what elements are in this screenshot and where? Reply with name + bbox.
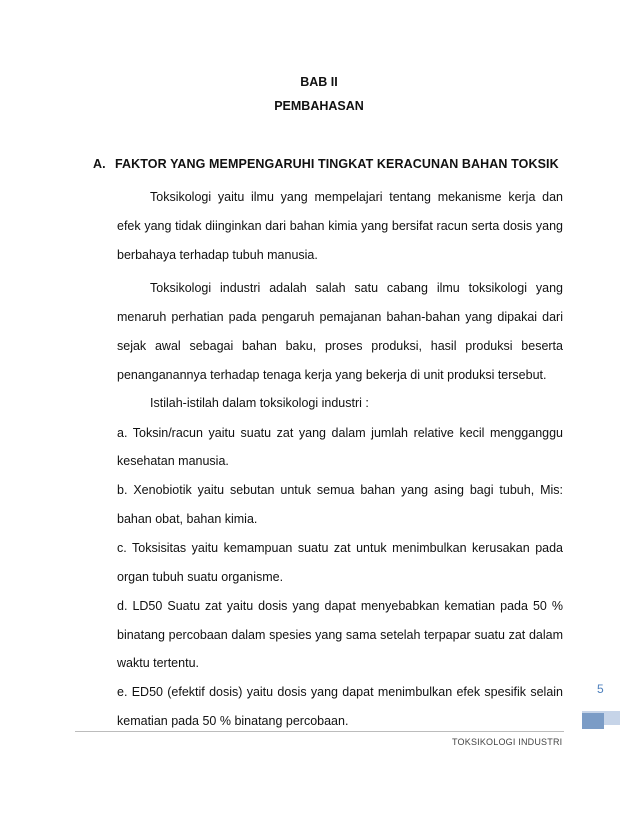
list-item-line: kesehatan manusia. xyxy=(117,454,229,468)
paragraph-line: menaruh perhatian pada pengaruh pemajanan bahan-bahan yang dipakai dari xyxy=(117,310,563,324)
list-item-line: a. Toksin/racun yaitu suatu zat yang dalam jumlah relative kecil mengganggu xyxy=(117,426,563,440)
chapter-title: PEMBAHASAN xyxy=(274,99,364,113)
section-title: FAKTOR YANG MEMPENGARUHI TINGKAT KERACUNAN BAHAN TOKSIK xyxy=(115,157,559,171)
paragraph-line: berbahaya terhadap tubuh manusia. xyxy=(117,248,318,262)
paragraph-line: Toksikologi yaitu ilmu yang mempelajari tentang mekanisme kerja dan xyxy=(150,190,563,204)
paragraph-line: Istilah-istilah dalam toksikologi industri : xyxy=(150,396,369,410)
page-number: 5 xyxy=(597,682,604,696)
page-corner-decoration-dark xyxy=(582,713,604,729)
list-item-line: e. ED50 (efektif dosis) yaitu dosis yang dapat menimbulkan efek spesifik selain xyxy=(117,685,563,699)
paragraph-line: efek yang tidak diinginkan dari bahan kimia yang bersifat racun serta dosis yang xyxy=(117,219,563,233)
section-heading xyxy=(93,157,559,171)
list-item-line: b. Xenobiotik yaitu sebutan untuk semua bahan yang asing bagi tubuh, Mis: xyxy=(117,483,563,497)
list-item-line: c. Toksisitas yaitu kemampuan suatu zat untuk menimbulkan kerusakan pada xyxy=(117,541,563,555)
list-item-line: d. LD50 Suatu zat yaitu dosis yang dapat menyebabkan kematian pada 50 % xyxy=(117,599,563,613)
footer-divider xyxy=(75,731,564,732)
list-item-line: binatang percobaan dalam spesies yang sama setelah terpapar suatu zat dalam xyxy=(117,628,563,642)
list-item-line: organ tubuh suatu organisme. xyxy=(117,570,284,584)
paragraph-line: sejak awal sebagai bahan baku, proses produksi, hasil produksi beserta xyxy=(117,339,563,353)
list-item-line: bahan obat, bahan kimia. xyxy=(117,512,258,526)
list-item-line: waktu tertentu. xyxy=(117,656,199,670)
footer-title: TOKSIKOLOGI INDUSTRI xyxy=(452,737,563,747)
paragraph-line: penanganannya terhadap tenaga kerja yang bekerja di unit produksi tersebut. xyxy=(117,368,547,382)
chapter-number: BAB II xyxy=(300,75,338,89)
list-item-line: kematian pada 50 % binatang percobaan. xyxy=(117,714,349,728)
paragraph-line: Toksikologi industri adalah salah satu cabang ilmu toksikologi yang xyxy=(150,281,563,295)
section-number: A. xyxy=(93,157,106,171)
